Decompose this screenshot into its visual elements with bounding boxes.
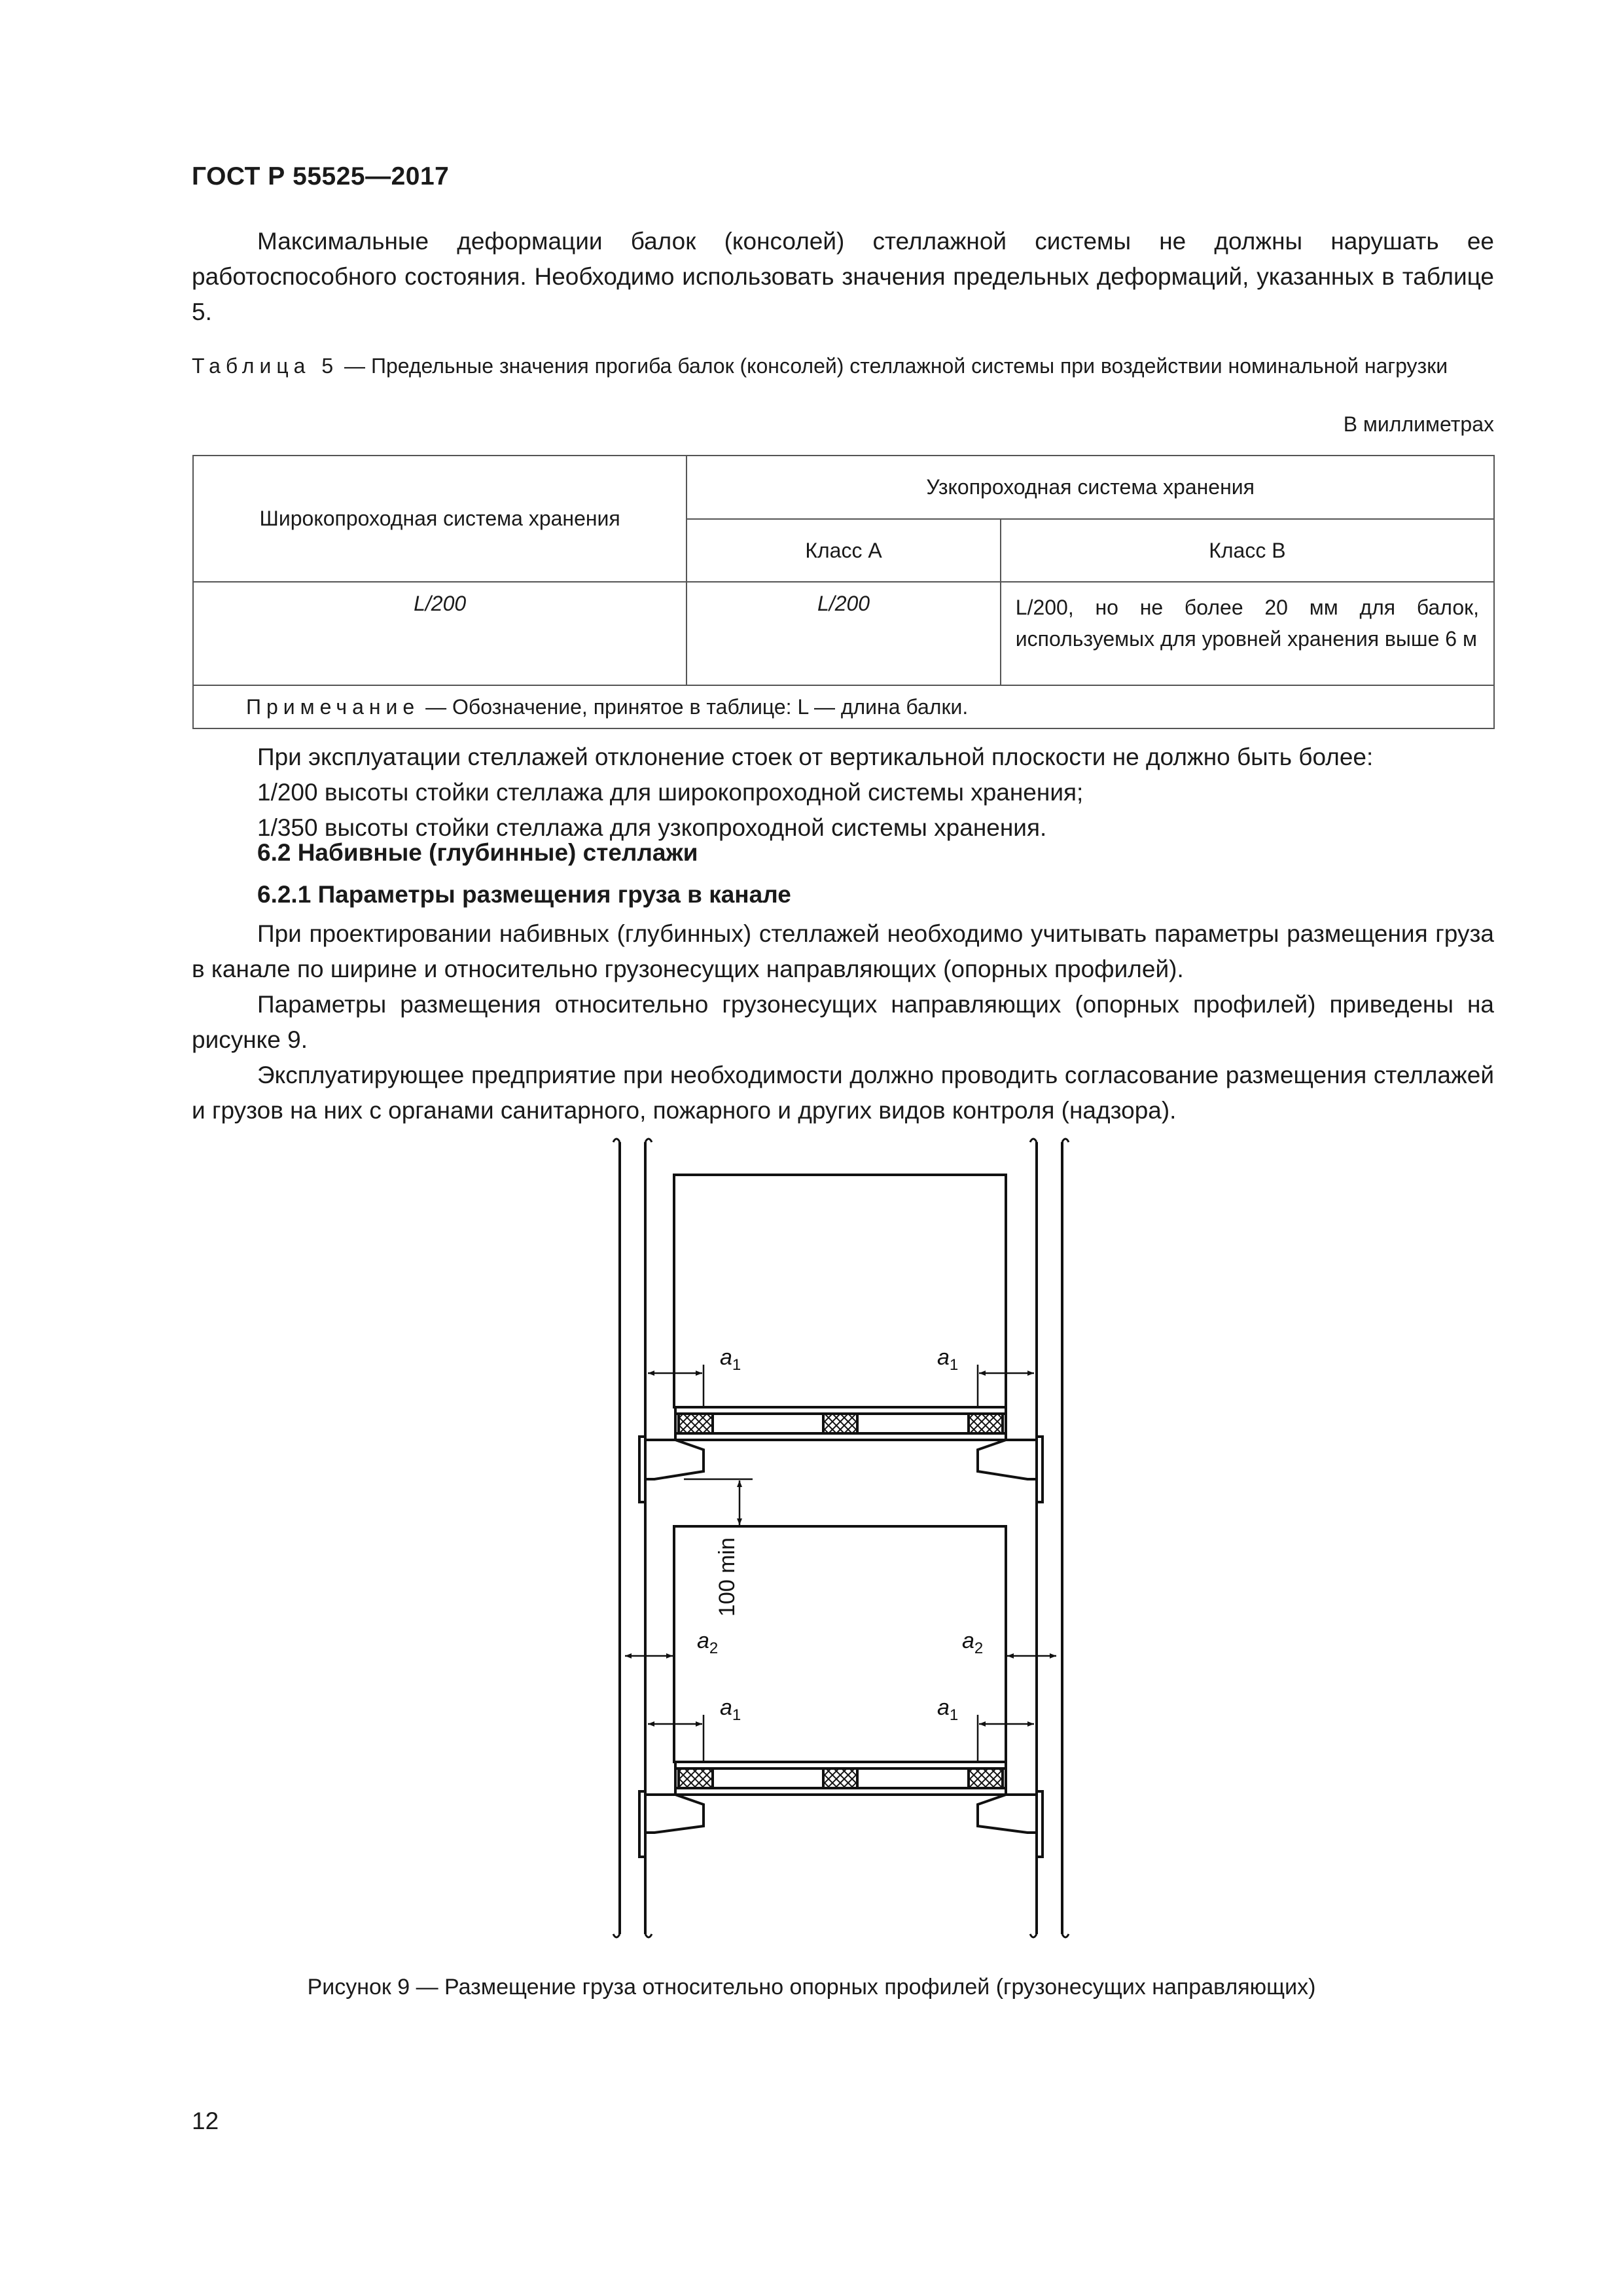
page-number: 12: [192, 2108, 219, 2134]
col-header-class-a: Класс А: [687, 519, 1000, 582]
deviation-line-1: При эксплуатации стеллажей отклонение стоек от вертикальной плоскости не должно быть более:: [257, 744, 1374, 770]
paragraph-3: Эксплуатирующее предприятие при необходимости должно проводить согласование размещения стеллажей и грузов на них с органами санитарного, пожарного и других видов контроля (надзора).: [192, 1062, 1494, 1124]
paragraph-1: При проектировании набивных (глубинных) стеллажей необходимо учитывать параметры размещения груза в канале по ширине и относительно грузонесущих направляющих (опорных профилей).: [192, 920, 1494, 982]
table-unit: В миллиметрах: [1343, 412, 1494, 436]
intro-text: Максимальные деформации балок (консолей) стеллажной системы не должны нарушать ее работоспособного состояния. Необходимо использовать значения предельных деформаций, указанных в таблице 5.: [192, 228, 1494, 325]
cell-wide: L/200: [193, 582, 687, 685]
lower-left-support-profile: [639, 1791, 704, 1857]
document-header: ГОСТ Р 55525—2017: [192, 162, 450, 190]
table-caption-label: Таблица 5: [192, 354, 339, 378]
figure-9-caption: Рисунок 9 — Размещение груза относительно опорных профилей (грузонесущих направляющих): [307, 1975, 1316, 2000]
label-a2-left: $a_2$: [697, 1628, 719, 1657]
cell-class-b: L/200, но не более 20 мм для балок, используемых для уровней хранения выше 6 м: [1001, 582, 1494, 685]
upper-left-support-profile: [639, 1437, 704, 1502]
col-header-wide: Широкопроходная система хранения: [193, 456, 687, 582]
deviation-line-2: 1/200 высоты стойки стеллажа для широкопроходной системы хранения;: [257, 779, 1084, 806]
lower-right-support-profile: [978, 1791, 1043, 1857]
label-lower-a1-left: $a_1$: [720, 1695, 741, 1724]
lower-pallet: [675, 1762, 1006, 1795]
label-100-min: 100 min: [715, 1537, 740, 1617]
cell-class-a: L/200: [687, 582, 1000, 685]
paragraph-2: Параметры размещения относительно грузонесущих направляющих (опорных профилей) приведены на рисунке 9.: [192, 991, 1494, 1053]
table-note-text: — Обозначение, принятое в таблице: L — длина балки.: [419, 694, 969, 719]
label-a2-right: $a_2$: [962, 1628, 984, 1657]
section-heading-6-2-1: 6.2.1 Параметры размещения груза в канале: [257, 881, 791, 908]
upper-pallet: [675, 1407, 1006, 1440]
label-upper-a1-left: $a_1$: [720, 1345, 741, 1374]
label-upper-a1-right: $a_1$: [937, 1345, 959, 1374]
col-header-narrow: Узкопроходная система хранения: [687, 456, 1494, 519]
upper-right-support-profile: [978, 1437, 1043, 1502]
label-lower-a1-right: $a_1$: [937, 1695, 959, 1724]
col-header-class-b: Класс В: [1001, 519, 1494, 582]
section-heading-6-2: 6.2 Набивные (глубинные) стеллажи: [257, 839, 698, 866]
deviation-line-3: 1/350 высоты стойки стеллажа для узкопроходной системы хранения.: [257, 814, 1047, 841]
table-note-label: Примечание: [246, 694, 420, 719]
table-caption-text: — Предельные значения прогиба балок (консолей) стеллажной системы при воздействии номинальной нагрузки: [338, 354, 1448, 378]
